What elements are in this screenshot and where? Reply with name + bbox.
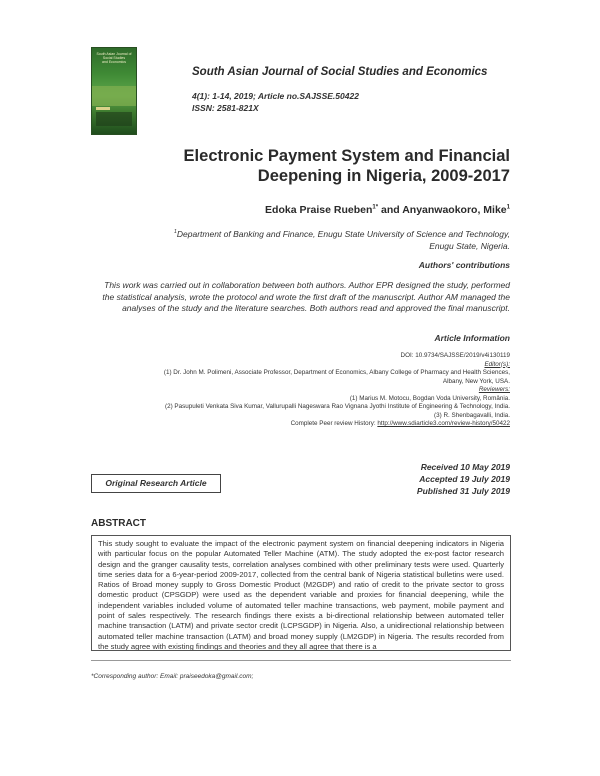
journal-volume: 4(1): 1-14, 2019; Article no.SAJSSE.50422 — [192, 91, 359, 101]
footnote-divider — [91, 660, 511, 661]
review-history-link[interactable]: http://www.sdiarticle3.com/review-history/50422 — [377, 420, 510, 427]
reviewer-2: (2) Pasupuleti Venkata Siva Kumar, Vallurupalli Nageswara Rao Vignana Jyothi Institute of Engineering & Technology, India. — [164, 403, 510, 410]
reviewers-label: Reviewers: — [478, 386, 510, 393]
reviewer-1: (1) Marius M. Motocu, Bogdan Voda University, România. — [349, 394, 510, 402]
corresponding-author-footnote: *Corresponding author: Email: praiseedoka@gmail.com; — [91, 673, 254, 680]
author-affiliation: $^1$Department of Banking and Finance, Enugu State University of Science and Technology, Enugu State, Nigeria. — [173, 228, 510, 251]
abstract-text: This study sought to evaluate the impact of the electronic payment system on financial deepening indicators in Nigeria with particular focus on the popular Automated Teller Machine (ATM). The study adopted the ex-post factor research design and the granger causality tests, correlation analyses combined with other preliminary tests were used. Quarterly time series data for a 6-year-period 2009-2017, collected from the central bank of Nigeria statistical bulletins were used. Ratios of Broad money supply to Gross Domestic Product (M2GDP) and ratio of credit to the private sector to gross domestic product (CPSGDP) were used as the dependent variable and proxies for financial deepening, while the independent variables included volume of automated teller machine transactions, web payment, mobile payment and point of sales respectively. The research findings there exists a bi-directional relationship between automated teller machine transaction (LATM) and private sector credit (LCPSGDP) in Nigeria. Also, a unidirectional relationship between automated teller machine transaction (LATM) and broad money supply (LM2GDP) in Nigeria. The results recorded from the study agree with existing findings and theories and they all agree that there is a — [98, 539, 504, 651]
cover-accent-bar — [96, 107, 110, 110]
article-type-box: Original Research Article — [91, 474, 221, 493]
article-authors: Edoka Praise Rueben$^{1*}$ and Anyanwaokoro, Mike$^1$ — [265, 204, 510, 216]
cover-bottom-strip — [96, 112, 132, 126]
article-title: Electronic Payment System and Financial Deepening in Nigeria, 2009-2017 — [183, 147, 510, 185]
editors-label: Editor(s): — [484, 360, 510, 368]
contributions-heading: Authors' contributions — [418, 260, 510, 270]
review-history-label: Complete Peer review History: — [290, 420, 376, 427]
contributions-text: This work was carried out in collaboration between both authors. Author EPR designed the study, performed the statistical analysis, wrote the protocol and wrote the first draft of the manuscript. Author AM managed the analyses of the study and the literature searches. Both authors read and approved the final manuscript. — [102, 280, 510, 313]
reviewer-3: (3) R. Shenbagavalli, India. — [434, 411, 510, 419]
cover-field-graphic — [92, 86, 136, 106]
article-info-heading: Article Information — [434, 333, 510, 343]
journal-cover-image — [91, 47, 137, 135]
abstract-box — [91, 535, 511, 651]
abstract-heading: ABSTRACT — [91, 518, 146, 529]
editor-1-location: Albany, New York, USA. — [442, 377, 510, 385]
published-date: Published 31 July 2019 — [416, 486, 510, 496]
article-info — [90, 352, 510, 429]
doi: DOI: 10.9734/SAJSSE/2019/v4i130119 — [400, 352, 510, 359]
accepted-date: Accepted 19 July 2019 — [419, 474, 510, 484]
cover-title: South Asian Journal of Social Studies and Economics — [96, 52, 132, 64]
received-date: Received 10 May 2019 — [420, 462, 510, 472]
article-dates — [417, 461, 510, 497]
editor-1: (1) Dr. John M. Polimeni, Associate Professor, Department of Economics, Albany College of Pharmacy and Health Sciences, — [163, 369, 510, 376]
journal-name: South Asian Journal of Social Studies and Economics — [192, 66, 488, 78]
journal-issn: ISSN: 2581-821X — [192, 103, 259, 113]
